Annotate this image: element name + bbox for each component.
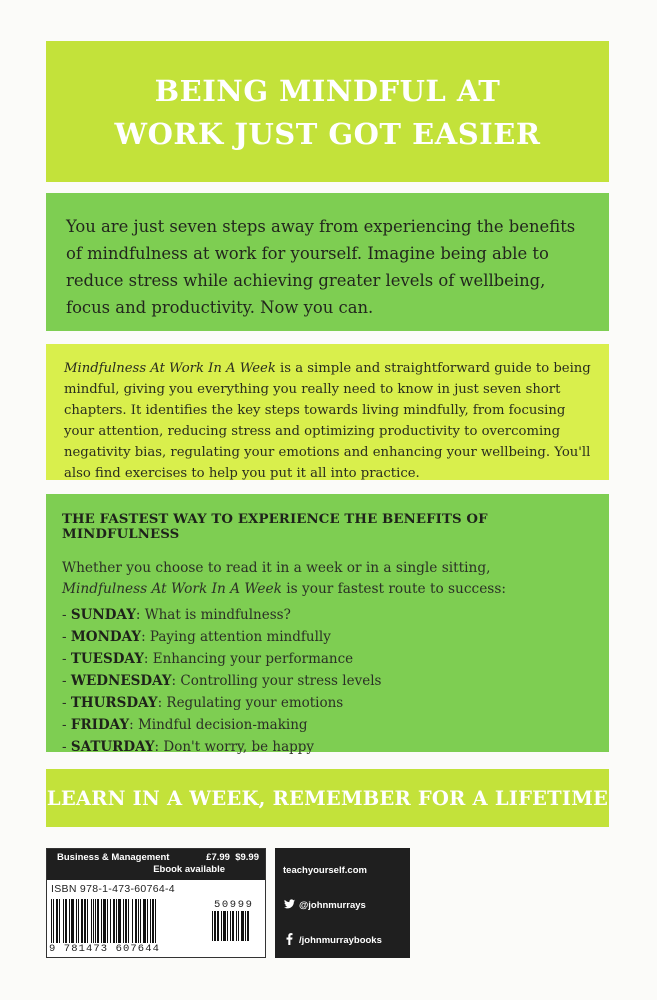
category-label: Business & Management xyxy=(57,852,170,863)
cover-title-line-2: WORK JUST GOT EASIER xyxy=(114,116,541,151)
list-item: - WEDNESDAY: Controlling your stress levels xyxy=(62,673,382,689)
days-heading: THE FASTEST WAY TO EXPERIENCE THE BENEFITS OF MINDFULNESS xyxy=(62,512,488,542)
day-label: SATURDAY xyxy=(70,739,155,755)
days-lead-part-1: Whether you choose to read it in a week or in a single sitting, xyxy=(62,560,491,576)
cover-title-line-1: BEING MINDFUL AT xyxy=(154,73,501,108)
days-list xyxy=(62,604,593,758)
list-item: - SATURDAY: Don't worry, be happy xyxy=(62,739,315,755)
barcode-digits: 9 781473 607644 xyxy=(49,943,161,955)
about-book-title: Mindfulness At Work In A Week xyxy=(64,361,276,376)
tagline: LEARN IN A WEEK, REMEMBER FOR A LIFETIME xyxy=(46,786,609,810)
social-block xyxy=(275,848,410,958)
day-topic: Paying attention mindfully xyxy=(149,629,331,645)
days-lead-part-2: is your fastest route to success: xyxy=(281,581,506,597)
barcode-icon xyxy=(51,899,209,943)
twitter-line xyxy=(283,895,402,915)
list-item: - TUESDAY: Enhancing your performance xyxy=(62,651,354,667)
day-label: WEDNESDAY xyxy=(70,673,172,689)
list-item: - FRIDAY: Mindful decision-making xyxy=(62,717,308,733)
website-label: teachyourself.com xyxy=(283,864,367,876)
day-label: FRIDAY xyxy=(70,717,130,733)
days-lead-book-title: Mindfulness At Work In A Week xyxy=(62,581,282,597)
title-panel xyxy=(46,41,609,182)
tagline-panel xyxy=(46,769,609,827)
day-label: THURSDAY xyxy=(70,695,158,711)
day-topic: What is mindfulness? xyxy=(144,607,291,623)
day-topic: Enhancing your performance xyxy=(152,651,354,667)
list-item: - SUNDAY: What is mindfulness? xyxy=(62,607,291,623)
about-panel xyxy=(46,344,609,480)
list-item: - THURSDAY: Regulating your emotions xyxy=(62,695,344,711)
barcode-block xyxy=(46,848,266,958)
facebook-f-icon xyxy=(283,933,295,948)
price-usd: $9.99 xyxy=(235,852,259,863)
about-description: is a simple and straightforward guide to being mindful, giving you everything you really need to know in just seven short chapters. It identifies the key steps towards living mindfully, from focusing your attention, reducing stress and optimizing productivity to overcoming negativity bias, regulating your emotions and enhancing your wellbeing. You'll also find exercises to help you put it all into practice. xyxy=(64,361,591,481)
cover-title xyxy=(115,68,541,156)
day-label: MONDAY xyxy=(70,629,142,645)
price-bar xyxy=(47,849,265,880)
list-item: - MONDAY: Paying attention mindfully xyxy=(62,629,331,645)
price-gbp: £7.99 xyxy=(206,852,230,863)
facebook-handle: /johnmurraybooks xyxy=(299,934,382,946)
website-line xyxy=(283,860,402,880)
days-panel xyxy=(46,494,609,755)
day-topic: Don't worry, be happy xyxy=(163,739,315,755)
facebook-line xyxy=(283,930,402,950)
day-label: SUNDAY xyxy=(70,607,136,623)
days-lead xyxy=(62,558,593,600)
addon-digits: 50999 xyxy=(214,899,254,911)
addon-barcode-icon xyxy=(212,911,262,953)
twitter-bird-icon xyxy=(283,899,295,912)
day-topic: Controlling your stress levels xyxy=(180,673,382,689)
ebook-label: Ebook available xyxy=(153,864,225,875)
isbn-label: ISBN 978-1-473-60764-4 xyxy=(51,883,175,895)
day-topic: Regulating your emotions xyxy=(166,695,344,711)
intro-panel xyxy=(46,193,609,331)
intro-text: You are just seven steps away from experiencing the benefits of mindfulness at work for yourself. Imagine being able to reduce stress while achieving greater levels of wellbeing, focus and productivity. Now you can. xyxy=(66,217,576,317)
about-text xyxy=(64,358,591,484)
twitter-handle: @johnmurrays xyxy=(299,899,366,911)
day-topic: Mindful decision-making xyxy=(137,717,308,733)
day-label: TUESDAY xyxy=(70,651,144,667)
